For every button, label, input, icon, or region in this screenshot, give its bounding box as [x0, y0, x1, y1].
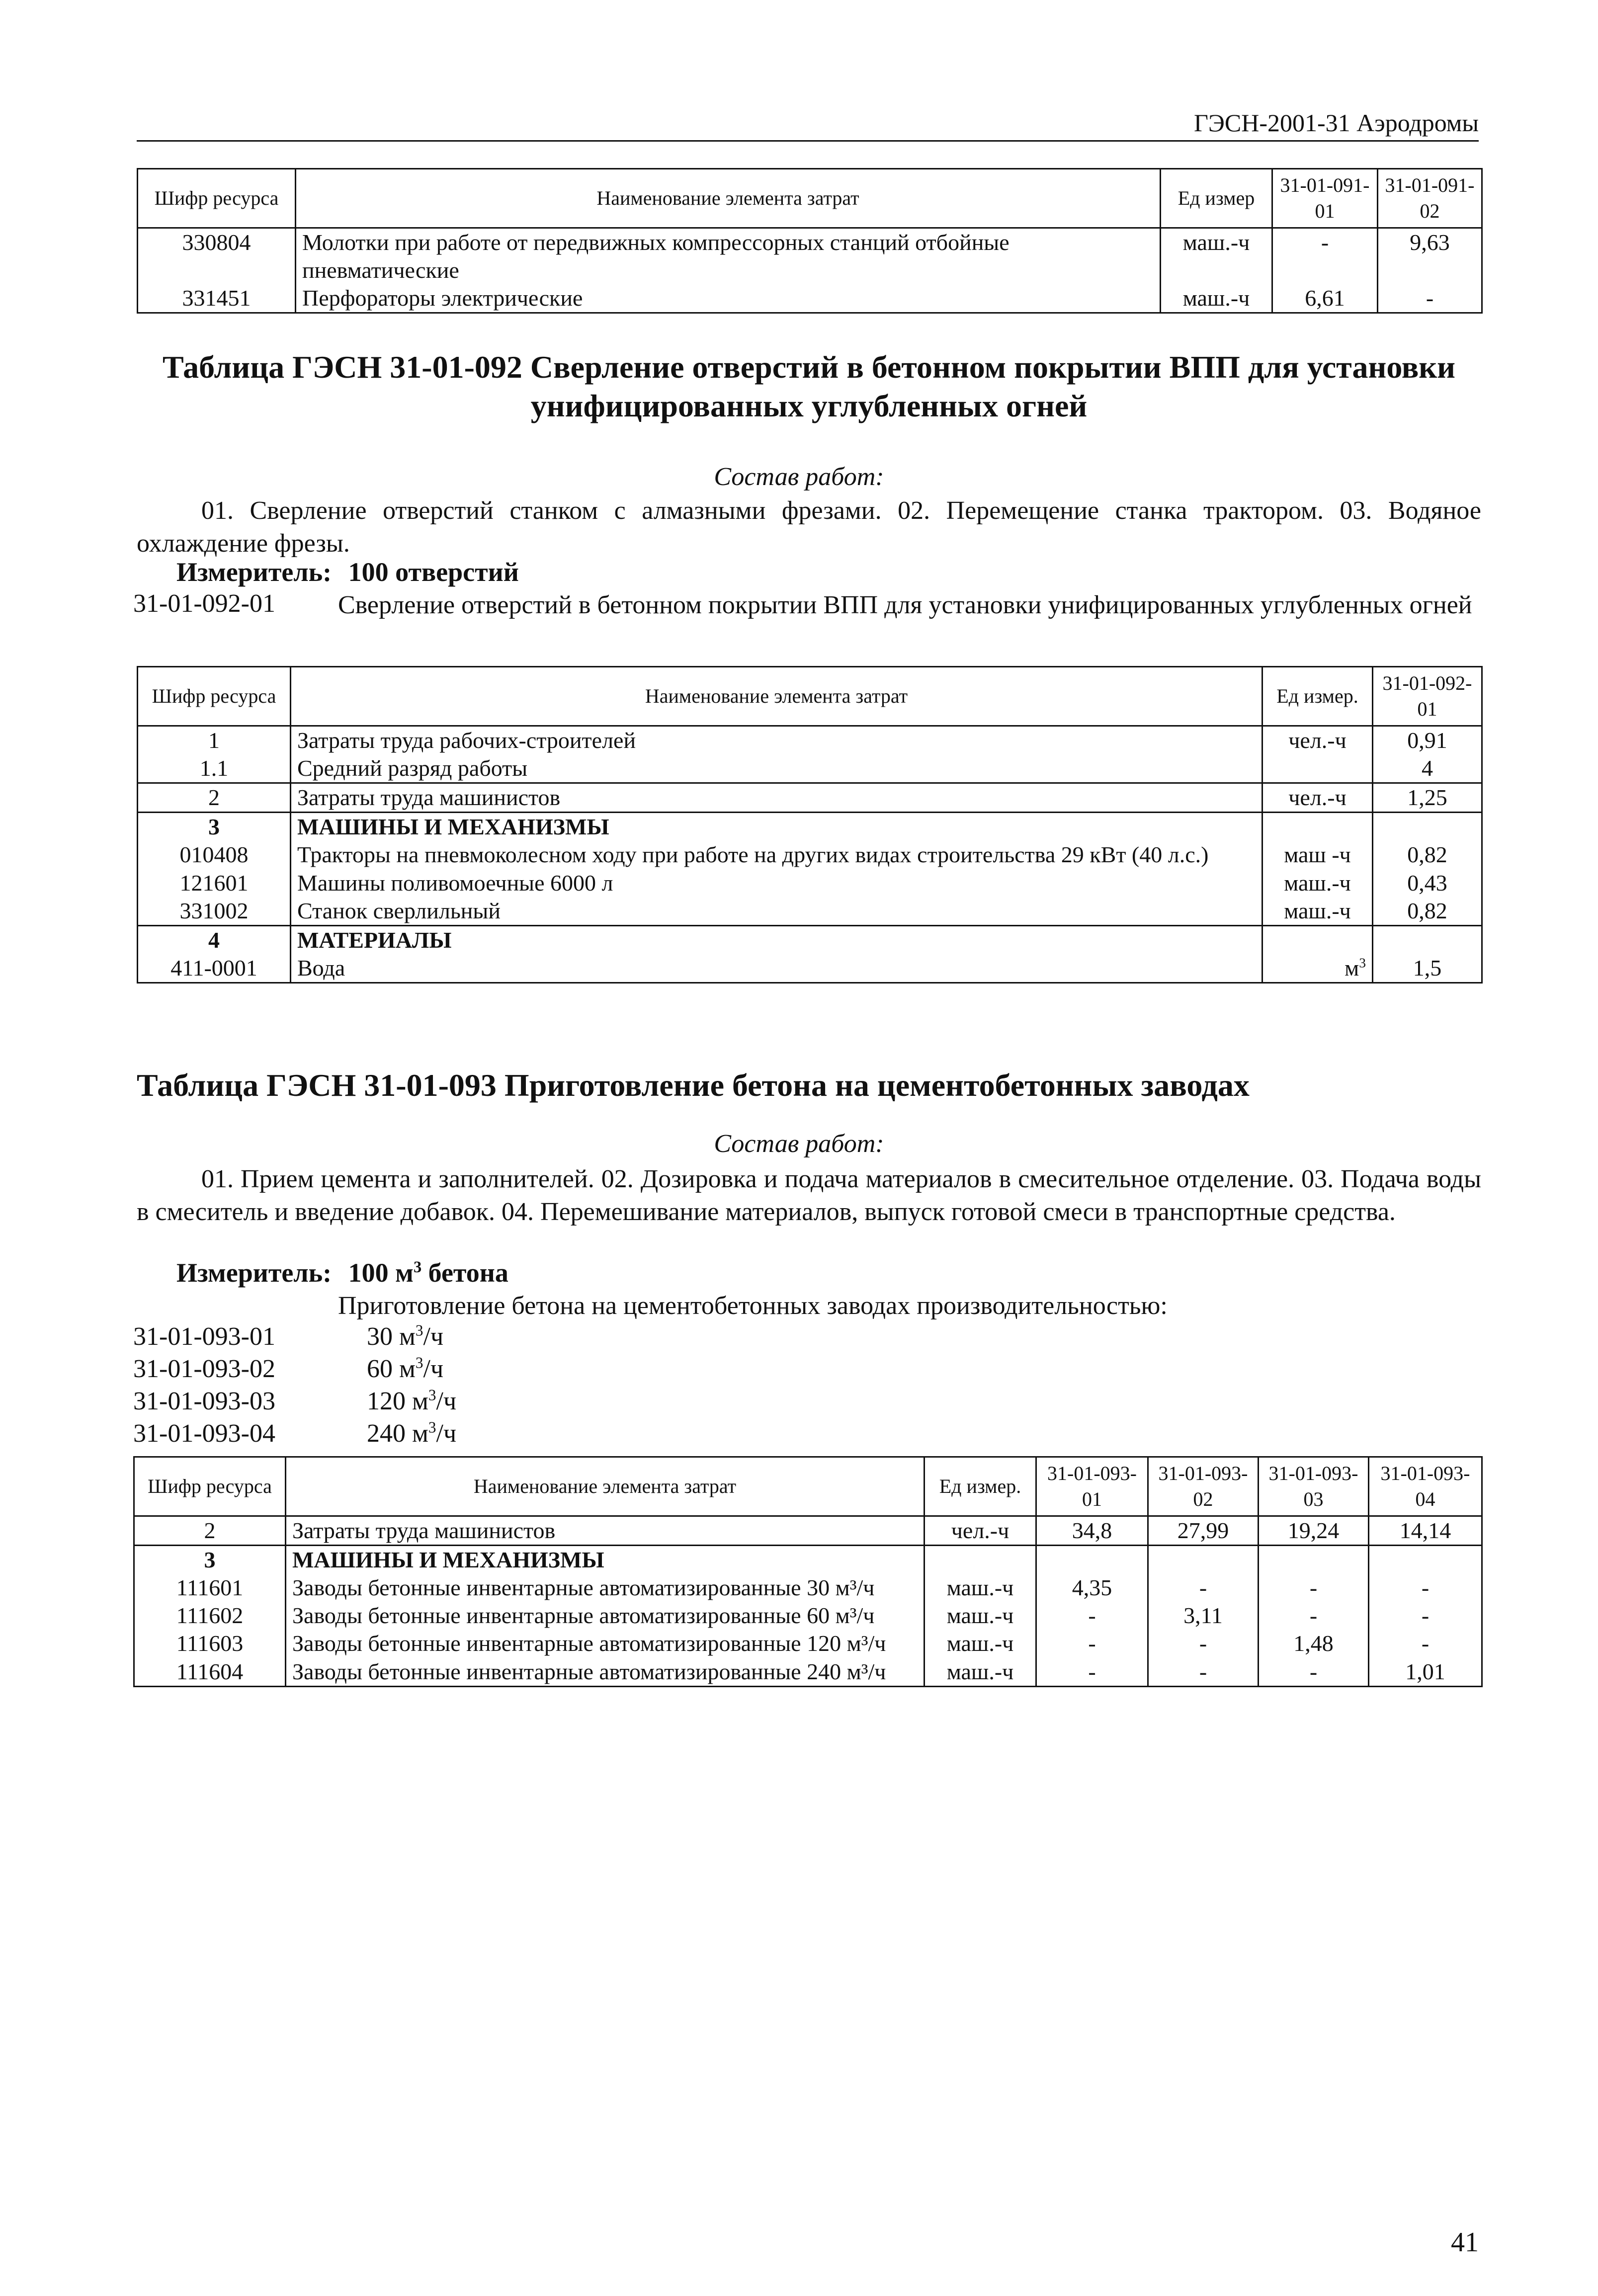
composition-label-092: Состав работ:	[714, 463, 884, 491]
cell-unit	[1262, 754, 1373, 783]
cell-value	[1373, 925, 1482, 954]
table-row	[134, 1630, 1482, 1657]
cell-value: 0,43	[1373, 869, 1482, 897]
cell-code: 010408	[138, 841, 291, 869]
table-row	[138, 925, 1482, 954]
col-header-code: Шифр ресурса	[138, 169, 296, 228]
item-cap: 60 м	[367, 1355, 416, 1383]
cell-value: -	[1148, 1574, 1259, 1602]
cell-value	[1369, 1546, 1482, 1574]
cell-unit: маш.-ч	[925, 1658, 1036, 1687]
list-item	[133, 1322, 443, 1351]
section-092-title: Таблица ГЭСН 31-01-092 Сверление отверстий в бетонном покрытии ВПП для установки унифицированных углубленных огней	[162, 349, 1456, 424]
cell-unit: чел.-ч	[925, 1516, 1036, 1546]
cell-code: 1.1	[138, 754, 291, 783]
unit-text: м	[1345, 955, 1359, 981]
table-row	[134, 1516, 1482, 1546]
col-header-name: Наименование элемента затрат	[286, 1457, 925, 1516]
table-row	[134, 1574, 1482, 1602]
cell-name: Заводы бетонные инвентарные автоматизированные 120 м³/ч	[286, 1630, 925, 1657]
measure-value	[348, 1258, 508, 1288]
item-tail: /ч	[423, 1322, 444, 1351]
col-header-093-02: 31-01-093-02	[1148, 1457, 1259, 1516]
cell-name: МАТЕРИАЛЫ	[291, 925, 1262, 954]
cell-name: МАШИНЫ И МЕХАНИЗМЫ	[286, 1546, 925, 1574]
cell-name: Машины поливомоечные 6000 л	[291, 869, 1262, 897]
cell-value: -	[1036, 1630, 1148, 1657]
cell-value: 3,11	[1148, 1602, 1259, 1630]
cell-name: Заводы бетонные инвентарные автоматизированные 60 м³/ч	[286, 1602, 925, 1630]
item-sup: 3	[428, 1418, 436, 1436]
cell-value: 1,01	[1369, 1658, 1482, 1687]
item-sup: 3	[415, 1321, 423, 1339]
cell-value	[1148, 1546, 1259, 1574]
item-tail: /ч	[436, 1387, 457, 1415]
cell-value: 1,25	[1373, 783, 1482, 813]
table-row	[138, 897, 1482, 926]
cell-name: Средний разряд работы	[291, 754, 1262, 783]
cell-code: 2	[138, 783, 291, 813]
cell-value: -	[1148, 1630, 1259, 1657]
measure-value-unit: бетона	[421, 1258, 508, 1288]
cell-value: -	[1378, 284, 1482, 313]
col-header-unit: Ед измер.	[925, 1457, 1036, 1516]
item-sup: 3	[415, 1354, 423, 1372]
cell-code: 4	[138, 925, 291, 954]
col-header-091-02: 31-01-091-02	[1378, 169, 1482, 228]
cell-value	[1036, 1546, 1148, 1574]
cell-unit: чел.-ч	[1262, 783, 1373, 813]
cell-value: 1,48	[1259, 1630, 1369, 1657]
cell-unit: маш -ч	[1262, 841, 1373, 869]
running-header: ГЭСН-2001-31 Аэродромы	[1193, 109, 1479, 137]
table-row	[138, 813, 1482, 841]
cell-value	[1373, 813, 1482, 841]
cell-unit: маш.-ч	[925, 1630, 1036, 1657]
table-row	[138, 954, 1482, 983]
item-cap: 30 м	[367, 1322, 416, 1351]
cell-value: -	[1259, 1602, 1369, 1630]
table-row	[138, 783, 1482, 813]
cell-value: -	[1259, 1658, 1369, 1687]
section-093-title: Таблица ГЭСН 31-01-093 Приготовление бетона на цементобетонных заводах	[137, 1067, 1250, 1103]
measure-label: Измеритель:	[176, 1258, 332, 1288]
cell-name: Вода	[291, 954, 1262, 983]
col-header-093-03: 31-01-093-03	[1259, 1457, 1369, 1516]
cell-value: 6,61	[1272, 284, 1378, 313]
measure-value-number: 100 м	[348, 1258, 414, 1288]
measure-value: 100 отверстий	[348, 557, 519, 587]
cell-value: 27,99	[1148, 1516, 1259, 1546]
cell-value: 9,63	[1378, 228, 1482, 285]
item-tail: /ч	[423, 1355, 444, 1383]
item-tail: /ч	[436, 1419, 457, 1448]
unit-superscript: 3	[1359, 955, 1366, 971]
list-item	[133, 1387, 456, 1416]
composition-text-093: 01. Прием цемента и заполнителей. 02. Дозировка и подача материалов в смесительное отделение. 03. Подача воды в смеситель и введение добавок. 04. Перемешивание материалов, выпуск готовой смеси в транспортные средства.	[137, 1165, 1481, 1226]
cell-value: -	[1148, 1658, 1259, 1687]
composition-text-092: 01. Сверление отверстий станком с алмазными фрезами. 02. Перемещение станка трактором. 03. Водяное охлаждение фрезы.	[137, 496, 1481, 558]
cell-unit: маш.-ч	[925, 1574, 1036, 1602]
header-rule	[137, 140, 1479, 142]
table-row	[138, 869, 1482, 897]
cell-code: 331451	[138, 284, 296, 313]
cell-value: 14,14	[1369, 1516, 1482, 1546]
table-093	[133, 1456, 1483, 1687]
cell-name: Заводы бетонные инвентарные автоматизированные 240 м³/ч	[286, 1658, 925, 1687]
cell-value: 19,24	[1259, 1516, 1369, 1546]
cell-code: 3	[138, 813, 291, 841]
col-header-name: Наименование элемента затрат	[296, 169, 1161, 228]
table-header-row	[138, 667, 1482, 726]
table-row	[134, 1658, 1482, 1687]
cell-unit: чел.-ч	[1262, 726, 1373, 755]
list-item	[133, 1354, 443, 1384]
cell-name: Затраты труда машинистов	[291, 783, 1262, 813]
cell-name: Молотки при работе от передвижных компрессорных станций отбойные пневматические	[296, 228, 1161, 285]
table-091	[137, 168, 1483, 314]
measure-label: Измеритель:	[176, 557, 332, 587]
measure-093	[176, 1257, 508, 1288]
cell-name: Тракторы на пневмоколесном ходу при работе на других видах строительства 29 кВт (40 л.с.)	[291, 841, 1262, 869]
col-header-093-04: 31-01-093-04	[1369, 1457, 1482, 1516]
item-cap: 240 м	[367, 1419, 428, 1448]
cell-value: 4,35	[1036, 1574, 1148, 1602]
table-row	[138, 841, 1482, 869]
col-header-unit: Ед измер	[1161, 169, 1272, 228]
table-row	[134, 1546, 1482, 1574]
cell-code: 111604	[134, 1658, 286, 1687]
cell-value: 0,82	[1373, 841, 1482, 869]
cell-unit	[1262, 925, 1373, 954]
cell-value: 4	[1373, 754, 1482, 783]
item-code: 31-01-093-02	[133, 1355, 275, 1383]
measure-092	[176, 557, 519, 587]
cell-unit	[925, 1546, 1036, 1574]
list-item	[133, 1419, 456, 1448]
cell-value: -	[1369, 1574, 1482, 1602]
cell-name: Затраты труда рабочих-строителей	[291, 726, 1262, 755]
cell-unit: маш.-ч	[1262, 869, 1373, 897]
cell-name: Перфораторы электрические	[296, 284, 1161, 313]
cell-value: -	[1272, 228, 1378, 285]
col-header-091-01: 31-01-091-01	[1272, 169, 1378, 228]
item-code: 31-01-093-04	[133, 1419, 275, 1448]
col-header-unit: Ед измер.	[1262, 667, 1373, 726]
cell-code: 411-0001	[138, 954, 291, 983]
item-code: 31-01-093-01	[133, 1322, 275, 1351]
col-header-093-01: 31-01-093-01	[1036, 1457, 1148, 1516]
cell-unit	[1262, 954, 1373, 983]
cell-name: Станок сверлильный	[291, 897, 1262, 926]
table-header-row	[138, 169, 1482, 228]
cell-value: 0,82	[1373, 897, 1482, 926]
col-header-name: Наименование элемента затрат	[291, 667, 1262, 726]
cell-value	[1259, 1546, 1369, 1574]
cell-code: 111601	[134, 1574, 286, 1602]
item-code-092: 31-01-092-01	[133, 589, 275, 618]
item-cap: 120 м	[367, 1387, 428, 1415]
table-header-row	[134, 1457, 1482, 1516]
col-header-code: Шифр ресурса	[134, 1457, 286, 1516]
cell-value: -	[1036, 1658, 1148, 1687]
cell-code: 3	[134, 1546, 286, 1574]
composition-label-093: Состав работ:	[714, 1130, 884, 1158]
col-header-code: Шифр ресурса	[138, 667, 291, 726]
cell-code: 1	[138, 726, 291, 755]
cell-name: МАШИНЫ И МЕХАНИЗМЫ	[291, 813, 1262, 841]
cell-value: 34,8	[1036, 1516, 1148, 1546]
table-row	[138, 754, 1482, 783]
cell-value: -	[1369, 1602, 1482, 1630]
cell-name: Затраты труда машинистов	[286, 1516, 925, 1546]
table-row	[138, 284, 1482, 313]
cell-value: 1,5	[1373, 954, 1482, 983]
cell-code: 121601	[138, 869, 291, 897]
table-row	[138, 228, 1482, 285]
table-092	[137, 666, 1483, 984]
cell-value: -	[1259, 1574, 1369, 1602]
cell-unit: маш.-ч	[1161, 228, 1272, 285]
cell-unit: маш.-ч	[925, 1602, 1036, 1630]
item-code: 31-01-093-03	[133, 1387, 275, 1415]
intro-093: Приготовление бетона на цементобетонных заводах производительностью:	[338, 1292, 1168, 1320]
cell-value: 0,91	[1373, 726, 1482, 755]
measure-superscript: 3	[413, 1258, 422, 1276]
cell-code: 111602	[134, 1602, 286, 1630]
cell-value: -	[1369, 1630, 1482, 1657]
cell-code: 331002	[138, 897, 291, 926]
cell-name: Заводы бетонные инвентарные автоматизированные 30 м³/ч	[286, 1574, 925, 1602]
page-number: 41	[1451, 2227, 1479, 2258]
cell-unit: маш.-ч	[1161, 284, 1272, 313]
item-text-092: Сверление отверстий в бетонном покрытии ВПП для установки унифицированных углубленных огней	[338, 591, 1472, 619]
cell-code: 111603	[134, 1630, 286, 1657]
cell-code: 2	[134, 1516, 286, 1546]
cell-unit	[1262, 813, 1373, 841]
table-row	[134, 1602, 1482, 1630]
col-header-092-01: 31-01-092-01	[1373, 667, 1482, 726]
cell-unit: маш.-ч	[1262, 897, 1373, 926]
cell-code: 330804	[138, 228, 296, 285]
table-row	[138, 726, 1482, 755]
cell-value: -	[1036, 1602, 1148, 1630]
item-sup: 3	[428, 1386, 436, 1404]
